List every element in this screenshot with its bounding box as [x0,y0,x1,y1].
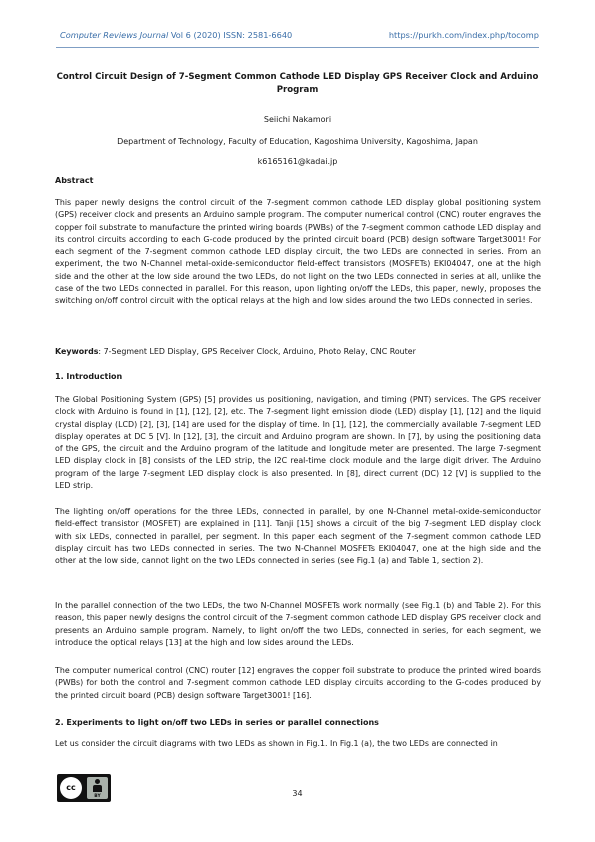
creative-commons-icon: cc [60,777,82,799]
by-label: BY [94,794,101,799]
abstract-heading: Abstract [55,176,94,185]
person-head-shape [95,779,100,784]
keywords-line [55,346,541,358]
author-affiliation: Department of Technology, Faculty of Education, Kagoshima University, Kagoshima, Japan [117,137,478,146]
journal-url-link[interactable]: https://purkh.com/index.php/tocomp [388,30,539,40]
section-1-heading: 1. Introduction [55,372,123,381]
header-divider [56,47,539,48]
intro-paragraph-3: In the parallel connection of the two LEDs, the two N-Channel MOSFETs work normally (see Fig.1 (b) and Table 2). For this reason, this paper newly designs the control circuit of the 7-segment common cathode LED display GPS receiver clock and presents an Arduino sample program. Namely, to light on/off the two LEDs, connected in series, for each segment, we introduce the optical relays [13] at the high and low sides around the LEDs. [55,601,541,647]
abstract-text: This paper newly designs the control circuit of the 7-segment common cathode LED display global positioning system (GPS) receiver clock and presents an Arduino sample program. The computer numerical control (CNC) router engraves the copper foil substrate to manufacture the printed wiring boards (PWBs) of the 7-segment common cathode LED display and its control circuits according to each G-code produced by the printed circuit board (PCB) design software Target3001! For each segment of the 7-segment common cathode LED display circuit, the two LEDs are connected in series. From an experiment, the two N-Channel metal-oxide-semiconductor field-effect transistors (MOSFETs) EKI04047, one at the high side and the other at the low side around the two LEDs, do not light on the two LEDs connected in series at all, unlike the case of the two LEDs connected in parallel. For this reason, upon lighting on/off the LEDs, this paper, newly, proposes the switching on/off control circuit with the optical relays at the high and low sides around the two LEDs connected in series. [55,198,541,306]
paper-title: Control Circuit Design of 7-Segment Common Cathode LED Display GPS Receiver Clock and Arduino Program [56,72,539,95]
author-email: k6165161@kadai.jp [257,157,338,166]
intro-paragraph-4: The computer numerical control (CNC) router [12] engraves the copper foil substrate to produce the printed wired boards (PWBs) for both the control and 7-segment common cathode LED display circuits according to the G-codes produced by the printed circuit board (PCB) design software Target3001! [16]. [55,666,541,700]
journal-citation [60,30,292,40]
intro-paragraph-2: The lighting on/off operations for the three LEDs, connected in parallel, by one N-Channel metal-oxide-semiconductor field-effect transistor (MOSFET) are explained in [11]. Tanji [15] shows a circuit of the big 7-segment LED display clock with six LEDs, connected in parallel, per segment. In this paper each segment of the 7-segment common cathode LED display circuit has two LEDs connected in series. The two N-Channel MOSFETs EKI04047, one at the high side and the other at the low side, cannot light on the two LEDs connected in series (see Fig.1 (a) and Table 1, section 2). [55,507,541,566]
journal-issue: Vol 6 (2020) ISSN: 2581-6640 [168,30,293,40]
running-header [60,30,539,42]
section-2-paragraph: Let us consider the circuit diagrams with two LEDs as shown in Fig.1. In Fig.1 (a), the two LEDs are connected in [55,739,498,748]
section-2-heading: 2. Experiments to light on/off two LEDs in series or parallel connections [55,718,379,727]
keywords-text: : 7-Segment LED Display, GPS Receiver Clock, Arduino, Photo Relay, CNC Router [98,347,416,356]
page-number: 34 [292,789,303,798]
keywords-label: Keywords [55,347,99,356]
journal-name: Computer Reviews Journal [60,30,169,40]
author-name: Seiichi Nakamori [263,115,332,124]
intro-paragraph-1: The Global Positioning System (GPS) [5] provides us positioning, navigation, and timing (PNT) services. The GPS receiver clock with Arduino is found in [1], [12], [2], etc. The 7-segment light emission diode (LED) display [1], [12] and the liquid crystal display (LCD) [2], [3], [14] are used for the display of time. In [1], [12], the commercially available 7-segment LED display operates at DC 5 [V]. In [12], [3], the circuit and Arduino program are shown. In [7], by using the positioning data of the GPS, the circuit and the Arduino program of the latitude and longitude meter are presented. The large 7-segment LED display clock in [8] consists of the LED strip, the I2C real-time clock module and the large digit driver. The Arduino program of the large 7-segment LED display clock is also presented. In [8], direct current (DC) 12 [V] is supplied to the LED strip. [55,395,541,491]
